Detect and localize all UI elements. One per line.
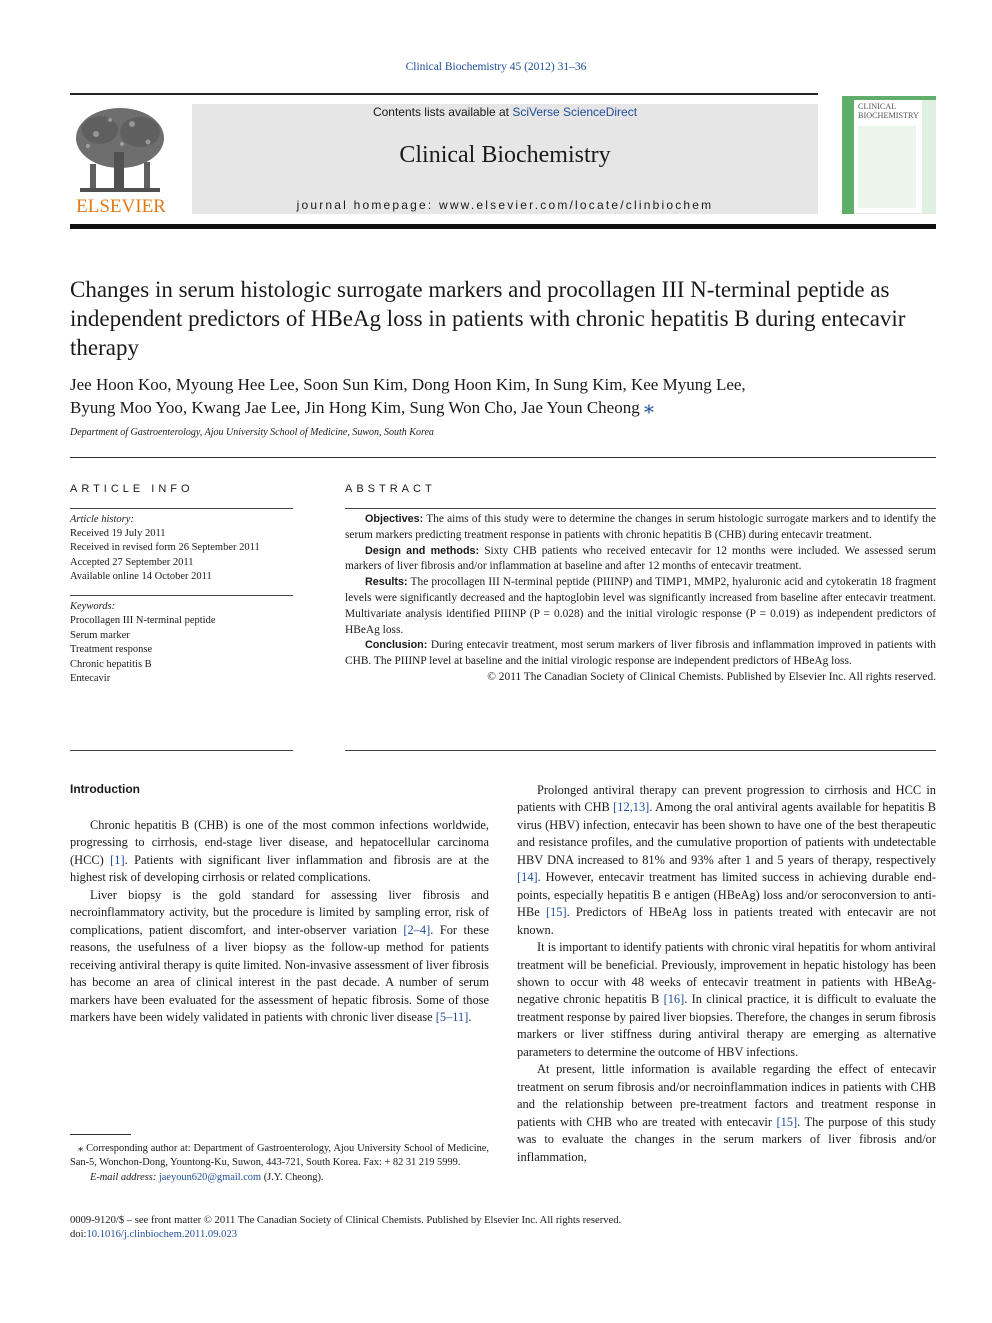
email-link[interactable]: jaeyoun620@gmail.com (158, 1171, 262, 1183)
reference-link[interactable]: [16] (663, 992, 685, 1007)
footnote-divider (70, 1134, 131, 1135)
front-matter-info (70, 1214, 936, 1243)
footnote-address: ⁎ Corresponding author at: Department of Gastroenterology, Ajou University School of Medicine, San-5, Wonchon-Dong, Yountong-Ku, Suwon, 443-721, South Korea. Fax: + 82 31 219 5999. (70, 1143, 489, 1169)
cover-title-line2: BIOCHEMISTRY (858, 111, 919, 120)
body-paragraph (70, 887, 489, 1027)
keyword-item: Procollagen III N-terminal peptide (70, 615, 216, 627)
conclusion-text: During entecavir treatment, most serum markers of liver fibrosis and inflammation improved in patients with CHB. The PIIINP level at baseline and the initial virologic response are independent predictors of HBeAg loss. (345, 639, 936, 668)
reference-link[interactable]: [1] (110, 852, 125, 867)
paragraph-text: Liver biopsy is the gold standard for assessing liver fibrosis and necroinflammatory activity, but the procedure is limited by sampling error, risk of complications, patient discomfort, and inter-observer variation (70, 887, 489, 937)
contents-prefix: Contents lists available at (372, 105, 513, 119)
abstract-objectives (345, 512, 936, 544)
abstract-heading: ABSTRACT (345, 483, 436, 495)
abstract-divider-2 (345, 750, 936, 751)
cover-title-line1: CLINICAL (858, 102, 897, 111)
issn-line: 0009-9120/$ – see front matter © 2011 The Canadian Society of Clinical Chemists. Published by Elsevier Inc. All rights reserved. (70, 1215, 622, 1226)
reference-link[interactable]: [5–11] (435, 1009, 469, 1024)
abstract-conclusion (345, 638, 936, 670)
body-paragraph (70, 817, 489, 887)
results-text: The procollagen III N-terminal peptide (PIIINP) and TIMP1, MMP2, hyaluronic acid and cytokeratin 18 fragment levels were significantly decreased and the haptoglobin level was significantly increased from baseline after entecavir treatment. Multivariate analysis identified PIIINP (P = 0.028) and the initial virologic response (P = 0.019) as independent predictors of HBeAg loss. (345, 576, 936, 636)
journal-homepage (192, 198, 818, 212)
objectives-label: Objectives: (365, 513, 424, 525)
paragraph-text: At present, little information is available regarding the effect of entecavir treatment on serum fibrosis and/or necroinflammation indices in patients with CHB and the relationship between pre-treatment factors and treatment response in patients with CHB who are treated with entecavir (517, 1062, 936, 1129)
author-affiliation: Department of Gastroenterology, Ajou University School of Medicine, Suwon, South Korea (70, 427, 434, 438)
affiliation-divider (70, 457, 936, 458)
history-online: Available online 14 October 2011 (70, 570, 212, 582)
authors-line-2 (70, 396, 936, 419)
abstract-divider-1 (345, 508, 936, 509)
paragraph-text: . The purpose of this study was to evaluate the changes in the serum markers of liver fibrosis and/or inflammation, (517, 1114, 936, 1164)
keyword-item: Treatment response (70, 644, 153, 656)
history-revised: Received in revised form 26 September 2011 (70, 542, 260, 554)
corresponding-author-footnote (70, 1142, 489, 1185)
keyword-item: Entecavir (70, 673, 111, 685)
paragraph-text: Prolonged antiviral therapy can prevent progression to cirrhosis and HCC in patients with CHB (517, 783, 936, 815)
paragraph-text: . Patients with significant liver inflammation and fibrosis are at the highest risk of developing cirrhosis or related complications. (70, 852, 490, 885)
reference-link[interactable]: [12,13] (613, 800, 650, 815)
reference-link[interactable]: [2–4] (403, 922, 431, 937)
authors-line-2-text: Byung Moo Yoo, Kwang Jae Lee, Jin Hong Kim, Sung Won Cho, Jae Youn Cheong (70, 398, 640, 417)
paragraph-text: . For these reasons, the usefulness of a liver biopsy as the follow-up method for patients receiving antiviral therapy is quite limited. Non-invasive assessment of liver fibrosis has become an area of clinical interest in the past decade. A number of serum markers have been evaluated for the assessment of hepatic fibrosis. Some of those markers have been widely validated in patients with chronic liver disease (70, 922, 489, 1024)
doi-prefix: doi: (70, 1229, 87, 1241)
email-label: E-mail address: (90, 1171, 157, 1183)
header-thick-rule (70, 224, 936, 229)
citation-link[interactable]: Clinical Biochemistry 45 (2012) 31–36 (405, 61, 587, 73)
design-label: Design and methods: (365, 544, 480, 557)
doi-line (70, 1228, 936, 1242)
elsevier-tree-icon (70, 104, 172, 216)
objectives-text: The aims of this study were to determine the changes in serum histologic surrogate markers and to identify the serum markers predicting treatment response in patients with chronic hepatitis B (CHB) during entecavir treatment. (345, 513, 936, 541)
history-accepted: Accepted 27 September 2011 (70, 556, 194, 568)
reference-link[interactable]: [14] (517, 870, 538, 885)
paragraph-text: . Predictors of HBeAg loss in patients treated with entecavir are not known. (517, 905, 937, 937)
article-history (70, 513, 293, 584)
paragraph-text: It is important to identify patients with chronic viral hepatitis for whom antiviral treatment will be beneficial. Previously, improvement in hepatic histology has been shown to occur with 48 weeks of entecavir treatment in patients with HBeAg-negative chronic hepatitis B (517, 940, 936, 1007)
reference-link[interactable]: [15] (776, 1114, 798, 1129)
header-divider (70, 93, 818, 95)
keyword-item: Serum marker (70, 629, 130, 641)
article-info-divider-2 (70, 595, 293, 596)
reference-link[interactable]: [15] (545, 905, 567, 920)
body-column-right (517, 782, 936, 1166)
authors-line-1: Jee Hoon Koo, Myoung Hee Lee, Soon Sun Kim, Dong Hoon Kim, In Sung Kim, Kee Myung Lee, (70, 375, 746, 394)
results-label: Results: (365, 576, 408, 589)
paragraph-text: . Among the oral antiviral agents available for hepatitis B virus (HBV) infection, entecavir has been shown to have one of the best therapeutic and resistance profiles, and the cumulative proportion of patients with undetectable HBV DNA increased to 81% and 93% after 1 and 5 years of therapy, respectively (517, 800, 937, 867)
keywords-label: Keywords: (70, 601, 116, 612)
introduction-heading: Introduction (70, 782, 140, 796)
publisher-wordmark: ELSEVIER (76, 196, 166, 216)
paragraph-text: . In clinical practice, it is difficult to evaluate the treatment response by paired liver biopsies. Therefore, the changes in serum fibrosis markers or liver stiffness during antiviral therapy are emerging as alternative parameters to determine the outcome of HBV infections. (517, 992, 937, 1059)
abstract-body (345, 512, 936, 686)
author-list (70, 374, 936, 419)
journal-cover-image (842, 96, 936, 214)
article-info-divider-1 (70, 508, 293, 509)
body-column-left (70, 817, 489, 1026)
article-title: Changes in serum histologic surrogate markers and procollagen III N-terminal peptide as independent predictors of HBeAg loss in patients with chronic hepatitis B during entecavir therapy (70, 277, 906, 360)
homepage-prefix: journal homepage: (296, 198, 439, 212)
elsevier-logo[interactable] (70, 104, 172, 216)
sciencedirect-link[interactable]: SciVerse ScienceDirect (512, 105, 638, 119)
corresponding-author-mark[interactable]: ⁎ (643, 396, 654, 418)
paragraph-text: . (468, 1009, 472, 1024)
doi-link[interactable]: 10.1016/j.clinbiochem.2011.09.023 (86, 1229, 238, 1241)
journal-citation[interactable] (0, 61, 992, 73)
body-paragraph (517, 782, 936, 939)
paragraph-text: Chronic hepatitis B (CHB) is one of the most common infections worldwide, progressing to cirrhosis, end-stage liver disease, and hepatocellular carcinoma (HCC) (70, 818, 489, 867)
body-paragraph (517, 939, 936, 1061)
abstract-results (345, 575, 936, 638)
journal-cover-thumbnail[interactable] (842, 96, 936, 214)
contents-availability (192, 105, 818, 119)
article-info-heading: ARTICLE INFO (70, 483, 194, 495)
homepage-url-link[interactable]: www.elsevier.com/locate/clinbiochem (438, 198, 714, 212)
footnote-email-line (70, 1171, 489, 1185)
article-info-divider-3 (70, 750, 293, 751)
email-suffix: (J.Y. Cheong). (261, 1171, 324, 1183)
journal-name: Clinical Biochemistry (399, 142, 611, 168)
keywords-list (70, 600, 293, 686)
keyword-item: Chronic hepatitis B (70, 658, 152, 670)
body-paragraph (517, 1061, 936, 1166)
paragraph-text: . However, entecavir treatment has limited success in achieving durable end-points, especially hepatitis B e antigen (HBeAg) loss and/or seroconversion to anti-HBe (517, 870, 936, 920)
design-text: Sixty CHB patients who received entecavir for 12 months were included. We assessed serum markers of liver fibrosis and/or inflammation at baseline and after 12 months of entecavir treatment. (345, 544, 936, 573)
abstract-copyright: © 2011 The Canadian Society of Clinical Chemists. Published by Elsevier Inc. All rights reserved. (487, 670, 936, 683)
history-label: Article history: (70, 514, 134, 525)
abstract-design (345, 544, 936, 576)
conclusion-label: Conclusion: (365, 639, 428, 652)
history-received: Received 19 July 2011 (70, 528, 166, 540)
